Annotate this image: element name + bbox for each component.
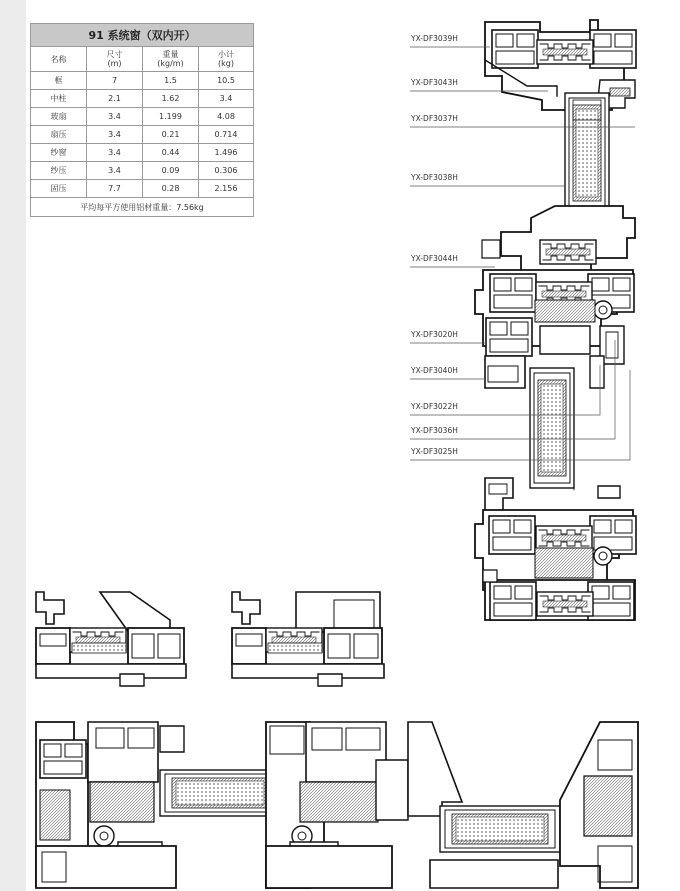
profile-label: YX-DF3036H bbox=[411, 426, 458, 435]
cell-size: 3.4 bbox=[87, 162, 143, 180]
cell-name: 固压 bbox=[31, 180, 87, 198]
cell-subtotal: 10.5 bbox=[199, 72, 254, 90]
profile-label: YX-DF3039H bbox=[411, 34, 458, 43]
profile-label: YX-DF3044H bbox=[411, 254, 458, 263]
bottom-horizontal-section bbox=[36, 722, 638, 888]
profile-label: YX-DF3025H bbox=[411, 447, 458, 456]
cell-name: 纱压 bbox=[31, 162, 87, 180]
table-title: 91 系统窗（双内开） bbox=[31, 24, 254, 47]
cell-subtotal: 1.496 bbox=[199, 144, 254, 162]
profile-label: YX-DF3037H bbox=[411, 114, 458, 123]
cell-weight: 1.5 bbox=[143, 72, 199, 90]
horizontal-section-a bbox=[36, 592, 186, 686]
cell-name: 扇压 bbox=[31, 126, 87, 144]
header-weight: 重量 (kg/m) bbox=[143, 47, 199, 72]
cell-subtotal: 4.08 bbox=[199, 108, 254, 126]
cell-weight: 0.44 bbox=[143, 144, 199, 162]
header-name: 名称 bbox=[31, 47, 87, 72]
profile-labels bbox=[410, 34, 458, 456]
cell-size: 3.4 bbox=[87, 108, 143, 126]
cell-name: 中柱 bbox=[31, 90, 87, 108]
cell-subtotal: 3.4 bbox=[199, 90, 254, 108]
cell-weight: 1.199 bbox=[143, 108, 199, 126]
profile-label: YX-DF3038H bbox=[411, 173, 458, 182]
header-size: 尺寸 (m) bbox=[87, 47, 143, 72]
cell-name: 纱窗 bbox=[31, 144, 87, 162]
profile-label: YX-DF3043H bbox=[411, 78, 458, 87]
profile-label: YX-DF3022H bbox=[411, 402, 458, 411]
cell-name: 框 bbox=[31, 72, 87, 90]
header-subtotal: 小计 (kg) bbox=[199, 47, 254, 72]
cell-weight: 0.09 bbox=[143, 162, 199, 180]
cell-size: 3.4 bbox=[87, 144, 143, 162]
cell-size: 2.1 bbox=[87, 90, 143, 108]
table-footer: 平均每平方使用铝材重量：7.56kg bbox=[31, 198, 254, 217]
horizontal-section-b bbox=[232, 592, 384, 686]
cell-size: 7.7 bbox=[87, 180, 143, 198]
vertical-section-drawing bbox=[475, 20, 636, 620]
cell-subtotal: 2.156 bbox=[199, 180, 254, 198]
profile-label: YX-DF3040H bbox=[411, 366, 458, 375]
cell-name: 玻扇 bbox=[31, 108, 87, 126]
cell-subtotal: 0.306 bbox=[199, 162, 254, 180]
cell-weight: 1.62 bbox=[143, 90, 199, 108]
cell-subtotal: 0.714 bbox=[199, 126, 254, 144]
cell-weight: 0.28 bbox=[143, 180, 199, 198]
cell-size: 3.4 bbox=[87, 126, 143, 144]
profile-label: YX-DF3020H bbox=[411, 330, 458, 339]
cell-size: 7 bbox=[87, 72, 143, 90]
cell-weight: 0.21 bbox=[143, 126, 199, 144]
